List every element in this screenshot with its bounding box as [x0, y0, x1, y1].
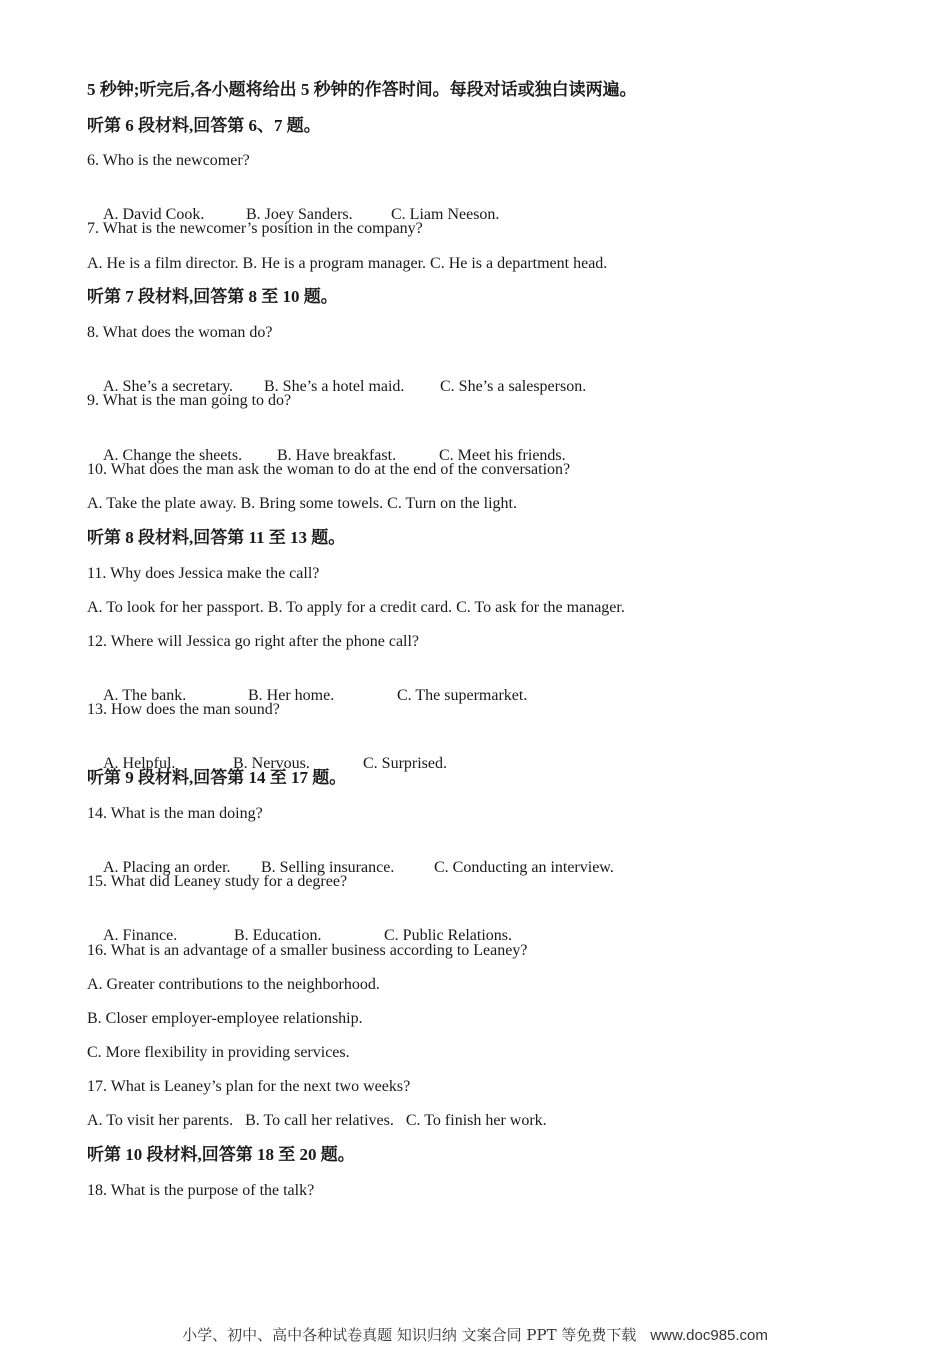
question-12: 12. Where will Jessica go right after the phone call?	[87, 633, 420, 650]
question-9: 9. What is the man going to do?	[87, 392, 292, 409]
footer-text: 小学、初中、高中各种试卷真题 知识归纳 文案合同 PPT 等免费下载	[182, 1326, 637, 1344]
option-b: B. Selling insurance.	[261, 859, 395, 876]
option-c: C. Conducting an interview.	[434, 859, 614, 876]
question-16-option-a: A. Greater contributions to the neighborhood.	[87, 976, 380, 993]
section-8-heading: 听第 8 段材料,回答第 11 至 13 题。	[87, 528, 346, 547]
option-c: C. The supermarket.	[397, 687, 528, 704]
option-c: C. She’s a salesperson.	[440, 378, 587, 395]
question-16: 16. What is an advantage of a smaller business according to Leaney?	[87, 942, 528, 959]
option-a: A. The bank.	[103, 687, 187, 704]
option-a: A. Helpful.	[103, 755, 176, 772]
intro-line: 5 秒钟;听完后,各小题将给出 5 秒钟的作答时间。每段对话或独白读两遍。	[87, 80, 637, 99]
footer-url[interactable]: www.doc985.com	[650, 1327, 768, 1344]
option-a: A. David Cook.	[103, 206, 205, 223]
option-a: A. Placing an order.	[103, 859, 231, 876]
question-13: 13. How does the man sound?	[87, 701, 280, 718]
option-b: B. She’s a hotel maid.	[264, 378, 405, 395]
option-c: C. Liam Neeson.	[391, 206, 500, 223]
question-10: 10. What does the man ask the woman to do at the end of the conversation?	[87, 461, 571, 478]
question-11: 11. Why does Jessica make the call?	[87, 565, 320, 582]
page-footer	[0, 1324, 950, 1345]
question-16-option-c: C. More flexibility in providing services.	[87, 1044, 350, 1061]
question-7-options: A. He is a film director. B. He is a program manager. C. He is a department head.	[87, 255, 608, 272]
option-b: B. Have breakfast.	[277, 447, 397, 464]
option-a: A. Change the sheets.	[103, 447, 243, 464]
question-17-options: A. To visit her parents. B. To call her relatives. C. To finish her work.	[87, 1112, 547, 1129]
question-17: 17. What is Leaney’s plan for the next two weeks?	[87, 1078, 411, 1095]
question-16-option-b: B. Closer employer-employee relationship.	[87, 1010, 363, 1027]
section-6-heading: 听第 6 段材料,回答第 6、7 题。	[87, 116, 321, 135]
option-c: C. Surprised.	[363, 755, 447, 772]
option-a: A. She’s a secretary.	[103, 378, 234, 395]
option-b: B. Nervous.	[233, 755, 310, 772]
question-10-options: A. Take the plate away. B. Bring some towels. C. Turn on the light.	[87, 495, 517, 512]
option-b: B. Her home.	[248, 687, 335, 704]
question-11-options: A. To look for her passport. B. To apply for a credit card. C. To ask for the manager.	[87, 599, 625, 616]
question-8: 8. What does the woman do?	[87, 324, 273, 341]
question-15: 15. What did Leaney study for a degree?	[87, 873, 348, 890]
option-b: B. Joey Sanders.	[246, 206, 353, 223]
section-7-heading: 听第 7 段材料,回答第 8 至 10 题。	[87, 287, 338, 306]
question-18: 18. What is the purpose of the talk?	[87, 1182, 315, 1199]
option-b: B. Education.	[234, 927, 322, 944]
option-a: A. Finance.	[103, 927, 178, 944]
question-6: 6. Who is the newcomer?	[87, 152, 250, 169]
section-10-heading: 听第 10 段材料,回答第 18 至 20 题。	[87, 1145, 355, 1164]
question-14: 14. What is the man doing?	[87, 805, 263, 822]
option-c: C. Public Relations.	[384, 927, 512, 944]
section-9-heading: 听第 9 段材料,回答第 14 至 17 题。	[87, 768, 347, 787]
question-7: 7. What is the newcomer’s position in the company?	[87, 220, 423, 237]
option-c: C. Meet his friends.	[439, 447, 566, 464]
